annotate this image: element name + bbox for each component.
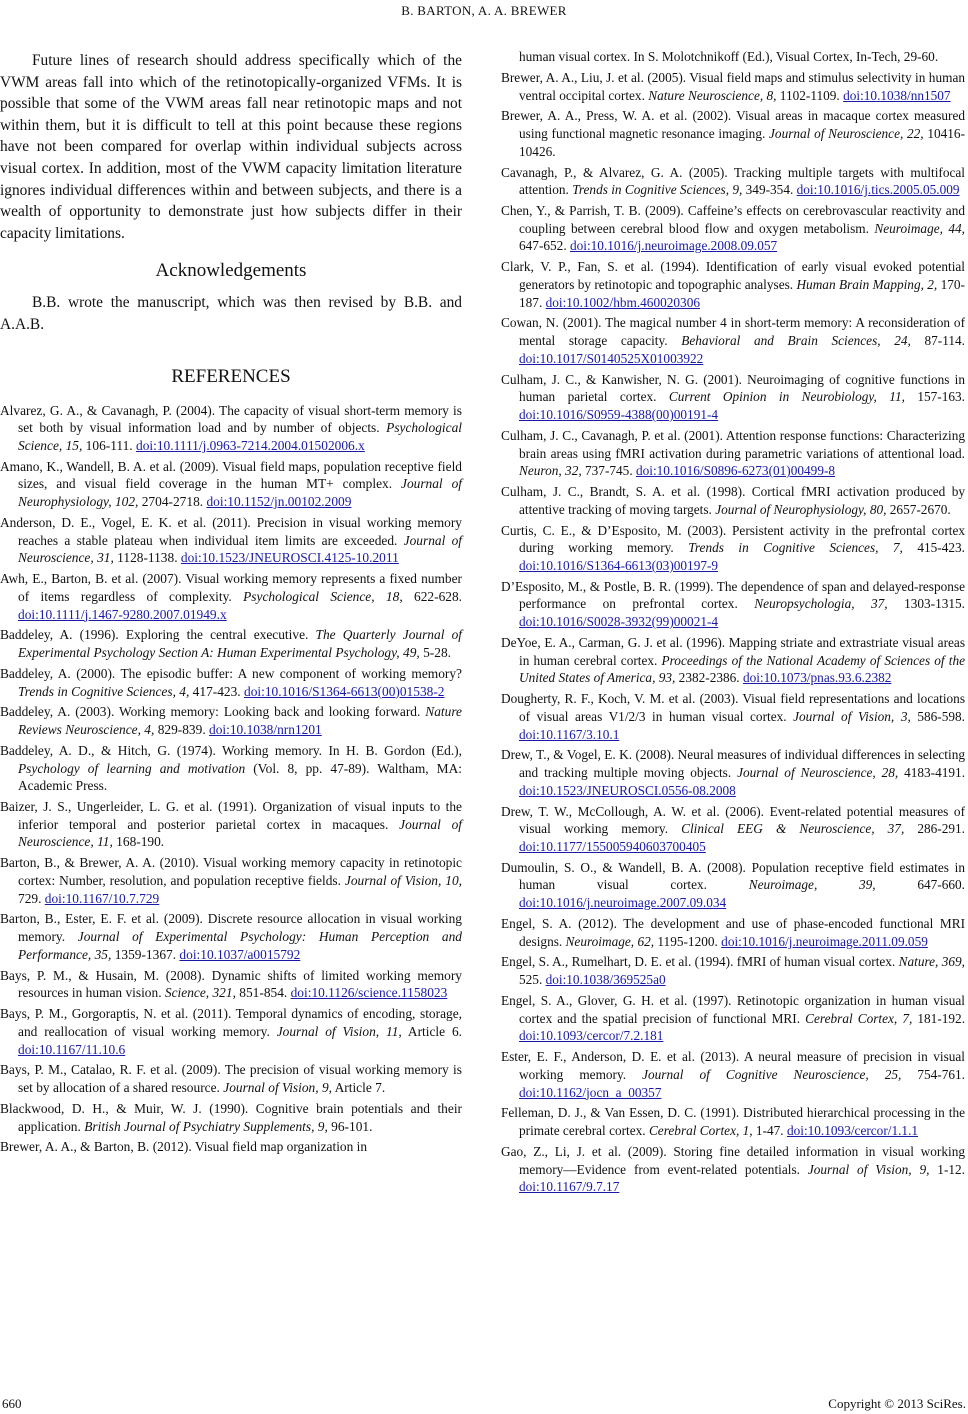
reference-pages: 181-192.: [912, 1010, 966, 1026]
reference-pages: 415-423.: [902, 540, 965, 556]
reference-journal: Cerebral Cortex, 1,: [648, 1123, 753, 1139]
reference-pages: Article 7.: [331, 1080, 386, 1096]
doi-link[interactable]: doi:10.1093/cercor/7.2.181: [519, 1028, 664, 1044]
doi-link[interactable]: doi:10.1523/JNEUROSCI.4125-10.2011: [180, 550, 399, 566]
reference-entry: [501, 578, 965, 631]
reference-journal: Journal of Vision, 9,: [223, 1080, 332, 1096]
reference-text: Alvarez, G. A., & Cavanagh, P. (2004). The capacity of visual short-term memory is set both by visual information load and by number of objects.: [0, 402, 462, 436]
reference-entry: [0, 967, 462, 1002]
reference-entry: [501, 202, 965, 255]
doi-link[interactable]: doi:10.1016/S1364-6613(00)01538-2: [244, 683, 445, 699]
reference-entry: [501, 634, 965, 687]
references-list-right: [501, 48, 965, 1196]
reference-pages: 754-761.: [901, 1066, 966, 1082]
reference-pages: 170-187.: [519, 276, 965, 310]
reference-entry: [501, 746, 965, 799]
reference-journal: Neuroimage, 39,: [748, 877, 876, 893]
reference-pages: 157-163.: [904, 389, 965, 405]
reference-journal: Cerebral Cortex, 7,: [805, 1010, 913, 1026]
reference-entry: [501, 314, 965, 367]
reference-text: Cavanagh, P., & Alvarez, G. A. (2005). Tracking multiple targets with multifocal attention.: [501, 164, 965, 198]
doi-link[interactable]: doi:10.1126/science.1158023: [290, 985, 448, 1001]
doi-link[interactable]: doi:10.1016/j.tics.2005.05.009: [796, 182, 960, 198]
doi-link[interactable]: doi:10.1162/jocn_a_00357: [519, 1084, 662, 1100]
reference-entry: [0, 742, 462, 795]
reference-journal: Human Brain Mapping, 2,: [796, 276, 938, 292]
reference-pages: 1303-1315.: [887, 596, 966, 612]
reference-journal: Journal of Neuroscience, 28,: [737, 765, 899, 781]
reference-entry: [501, 1104, 965, 1139]
reference-text: Dougherty, R. F., Koch, V. M. et al. (2003). Visual field representations and locations of visual areas V1/2/3 in human visual cortex.: [501, 691, 965, 724]
reference-pages: 647-652.: [519, 238, 570, 254]
acknowledgements-heading: Acknowledgements: [155, 260, 307, 282]
reference-journal: Neuroimage, 44,: [874, 220, 966, 236]
reference-text: Baddeley, A. (2000). The episodic buffer: A new component of working memory?: [0, 665, 462, 681]
reference-entry: [0, 458, 462, 511]
reference-text: Bays, P. M., Catalao, R. F. et al. (2009). The precision of visual working memory is set by allocation of a shared resource.: [0, 1062, 462, 1096]
reference-text: Curtis, C. E., & D’Esposito, M. (2003). Persistent activity in the prefrontal cortex during working memory.: [501, 522, 965, 556]
reference-journal: Psychology of learning and motivation: [18, 760, 246, 776]
reference-text: Baddeley, A. (1996). Exploring the central executive.: [0, 627, 316, 643]
acknowledgements-text: B.B. wrote the manuscript, which was then revised by B.B. and A.A.B.: [0, 294, 462, 333]
reference-entry: [0, 665, 462, 700]
reference-pages: 851-854.: [235, 985, 291, 1001]
reference-text: Brewer, A. A., Press, W. A. et al. (2002). Visual areas in macaque cortex measured using functional magnetic resonance imaging.: [501, 108, 965, 141]
reference-journal: British Journal of Psychiatry Supplements, 9,: [84, 1118, 328, 1134]
reference-text: Ester, E. F., Anderson, D. E. et al. (2013). A neural measure of precision in visual working memory.: [501, 1049, 965, 1082]
doi-link[interactable]: doi:10.1038/369525a0: [545, 972, 666, 988]
reference-entry: [501, 258, 965, 311]
reference-text: Baddeley, A. (2003). Working memory: Looking back and looking forward.: [0, 704, 426, 720]
doi-link[interactable]: doi:10.1167/9.7.17: [519, 1179, 620, 1195]
reference-entry: [501, 48, 965, 66]
reference-entry: [0, 1100, 462, 1135]
reference-text: Clark, V. P., Fan, S. et al. (1994). Identification of early visual evoked potential generators by retinotopic and topographic analyses.: [501, 259, 965, 292]
references-list-left: [0, 402, 462, 1157]
reference-entry: [501, 371, 965, 424]
reference-journal: Nature Neuroscience, 8,: [648, 87, 777, 103]
reference-entry: [501, 953, 965, 988]
doi-link[interactable]: doi:10.1038/nn1507: [843, 87, 951, 103]
reference-journal: Journal of Vision, 9,: [807, 1161, 930, 1177]
intro-paragraph: Future lines of research should address specifically which of the VWM areas fall into which of the retinotopically-organized VFMs. It is possible that some of the VWM areas fall near retinotopic maps and not within them, but it is difficult to tell at this point because these regions have not been compared for overlap within individual subjects across visual cortex. In addition, most of the VWM capacity limitation literature ignores individual differences within and between subjects, and there is a wealth of opportunity to demonstrate just how subjects differ in their capacity limitations.: [0, 52, 462, 242]
reference-pages: 2704-2718.: [138, 494, 207, 510]
reference-text: Chen, Y., & Parrish, T. B. (2009). Caffeine’s effects on cerebrovascular reactivity and coupling between cerebral blood flow and oxygen metabolism.: [501, 203, 965, 236]
reference-entry: [501, 69, 965, 104]
reference-text: Brewer, A. A., Liu, J. et al. (2005). Visual field maps and stimulus selectivity in human ventral occipital cortex.: [501, 69, 965, 103]
reference-journal: Journal of Vision, 3,: [793, 708, 911, 724]
reference-pages: 647-660.: [875, 877, 965, 893]
reference-text: Anderson, D. E., Vogel, E. K. et al. (2011). Precision in visual working memory reaches a stable plateau when individual item limits are exceeded.: [0, 514, 462, 548]
reference-pages: 525.: [519, 972, 546, 988]
reference-text: DeYoe, E. A., Carman, G. J. et al. (1996). Mapping striate and extrastriate visual areas in human cerebral cortex.: [501, 634, 965, 668]
reference-text: Bays, P. M., & Husain, M. (2008). Dynamic shifts of limited working memory resources in human vision.: [0, 967, 462, 1001]
reference-entry: [0, 1061, 462, 1096]
reference-journal: Psychological Science, 18,: [243, 588, 403, 604]
reference-entry: [0, 798, 462, 851]
doi-link[interactable]: doi:10.1073/pnas.93.6.2382: [742, 670, 892, 686]
reference-journal: Journal of Neuroscience, 11,: [18, 816, 462, 850]
reference-journal: Journal of Neuroscience, 31,: [18, 532, 462, 566]
reference-pages: 2657-2670.: [886, 501, 951, 517]
reference-pages: 622-628.: [402, 588, 463, 604]
reference-journal: Current Opinion in Neurobiology, 11,: [668, 389, 905, 405]
doi-link[interactable]: doi:10.1016/j.neuroimage.2008.09.057: [569, 238, 778, 254]
doi-link[interactable]: doi:10.1016/S0028-3932(99)00021-4: [519, 614, 719, 630]
reference-entry: [0, 703, 462, 738]
reference-pages: 349-354.: [742, 182, 797, 198]
reference-journal: Journal of Neuroscience, 22,: [769, 126, 924, 141]
reference-journal: Trends in Cognitive Sciences, 4,: [18, 683, 190, 699]
reference-text: Culham, J. C., Brandt, S. A. et al. (1998). Cortical fMRI activation produced by attentive tracking of moving targets.: [501, 484, 965, 517]
reference-entry: [0, 570, 462, 623]
reference-text: Engel, S. A. (2012). The development and use of phase-encoded functional MRI designs.: [501, 915, 965, 949]
reference-journal: Journal of Experimental Psychology: Human Perception and Performance, 35,: [18, 929, 462, 962]
reference-pages: 2382-2386.: [675, 670, 743, 686]
page-number: 660: [2, 1396, 22, 1411]
reference-entry: [501, 1143, 965, 1196]
references-heading: REFERENCES: [171, 365, 291, 387]
reference-journal: The Quarterly Journal of Experimental Psychology Section A: Human Experimental Psychology, 49,: [18, 627, 462, 661]
reference-text: Culham, J. C., Cavanagh, P. et al. (2001). Attention response functions: Characterizing brain areas using fMRI activation during parametric variations of attentional load.: [501, 427, 965, 461]
reference-journal: Nature, 369,: [898, 954, 965, 970]
doi-link[interactable]: doi:10.1017/S0140525X01003922: [519, 350, 704, 366]
reference-entry: [501, 803, 965, 856]
reference-journal: Journal of Cognitive Neuroscience, 25,: [642, 1066, 902, 1082]
reference-entry: [0, 910, 462, 963]
reference-pages: Article 6.: [401, 1023, 462, 1039]
doi-link[interactable]: doi:10.1111/j.1467-9280.2007.01949.x: [18, 606, 227, 622]
reference-pages: 829-839.: [154, 722, 210, 738]
reference-journal: Trends in Cognitive Sciences, 7,: [688, 540, 903, 556]
reference-journal: Journal of Vision, 11,: [276, 1023, 402, 1039]
reference-entry: [501, 427, 965, 480]
doi-link[interactable]: doi:10.1016/S0896-6273(01)00499-8: [635, 463, 836, 479]
reference-entry: [0, 514, 462, 567]
reference-pages: 1-12.: [929, 1161, 965, 1177]
reference-entry: [501, 164, 965, 199]
reference-pages: 737-745.: [581, 463, 636, 479]
doi-link[interactable]: doi:10.1093/cercor/1.1.1: [786, 1123, 919, 1139]
reference-text: Engel, S. A., Glover, G. H. et al. (1997). Retinotopic organization in human visual cortex and the spatial precision of functional MRI.: [501, 992, 965, 1026]
reference-journal: Science, 321,: [164, 985, 236, 1001]
reference-text: Drew, T. W., McCollough, A. W. et al. (2006). Event-related potential measures of visual working memory.: [501, 803, 965, 837]
doi-link[interactable]: doi:10.1016/j.neuroimage.2007.09.034: [519, 895, 727, 911]
reference-entry: [501, 522, 965, 575]
reference-pages: 417-423.: [189, 683, 245, 699]
reference-text: Drew, T., & Vogel, E. K. (2008). Neural measures of individual differences in selecting and tracking multiple moving objects.: [501, 747, 965, 781]
reference-text: Felleman, D. J., & Van Essen, D. C. (1991). Distributed hierarchical processing in the primate cerebral cortex.: [501, 1105, 965, 1139]
doi-link[interactable]: doi:10.1037/a0015792: [179, 946, 301, 962]
reference-journal: Neuron, 32,: [519, 463, 582, 479]
reference-journal: Journal of Neurophysiology, 80,: [715, 501, 887, 517]
reference-text: Barton, B., Ester, E. F. et al. (2009). Discrete resource allocation in visual working memory.: [0, 911, 462, 945]
reference-text: Amano, K., Wandell, B. A. et al. (2009). Visual field maps, population receptive field sizes, and visual field coverage in the human MT+ complex.: [0, 458, 462, 492]
reference-pages: 4183-4191.: [898, 765, 966, 781]
reference-journal: Psychological Science, 15,: [18, 420, 462, 453]
doi-link[interactable]: doi:10.1038/nrn1201: [209, 722, 322, 738]
reference-text: Baizer, J. S., Ungerleider, L. G. et al. (1991). Organization of visual inputs to the inferior temporal and posterior parietal cortex in macaques.: [0, 799, 462, 832]
reference-entry: [0, 402, 462, 455]
reference-entry: [0, 854, 462, 907]
reference-pages: 10416-10426.: [519, 126, 966, 159]
reference-pages: (Vol. 8, pp. 47-89). Waltham, MA: Academic Press.: [18, 760, 462, 794]
reference-text: Bays, P. M., Gorgoraptis, N. et al. (2011). Temporal dynamics of encoding, storage, and reallocation of visual working memory.: [0, 1006, 462, 1039]
reference-text: Blackwood, D. H., & Muir, W. J. (1990). Cognitive brain potentials and their application.: [0, 1100, 462, 1134]
reference-pages: 96-101.: [327, 1118, 373, 1134]
reference-entry: [0, 626, 462, 661]
reference-pages: 106-111.: [82, 437, 137, 453]
reference-journal: Clinical EEG & Neuroscience, 37,: [681, 821, 905, 837]
doi-link[interactable]: doi:10.1523/JNEUROSCI.0556-08.2008: [519, 782, 736, 798]
reference-text: Culham, J. C., & Kanwisher, N. G. (2001). Neuroimaging of cognitive functions in human parietal cortex.: [501, 371, 965, 405]
reference-journal: Behavioral and Brain Sciences, 24,: [681, 333, 911, 349]
reference-entry: [501, 1048, 965, 1101]
doi-link[interactable]: doi:10.1167/10.7.729: [44, 890, 160, 906]
reference-pages: 286-291.: [904, 821, 966, 837]
reference-pages: 1195-1200.: [654, 933, 722, 949]
copyright-notice: Copyright © 2013 SciRes.: [828, 1396, 966, 1411]
reference-entry: [501, 107, 965, 160]
reference-entry: [501, 483, 965, 518]
reference-text: D’Esposito, M., & Postle, B. R. (1999). The dependence of span and delayed-response performance on prefrontal cortex.: [501, 578, 965, 612]
reference-journal: Neuropsychologia, 37,: [754, 596, 888, 612]
doi-link[interactable]: doi:10.1016/j.neuroimage.2011.09.059: [721, 933, 928, 949]
right-column: [501, 48, 965, 1199]
reference-journal: Trends in Cognitive Sciences, 9,: [572, 182, 743, 198]
reference-text: Gao, Z., Li, J. et al. (2009). Storing fine detailed information in visual working memory—Evidence from event-related potentials.: [501, 1143, 965, 1177]
reference-text: Awh, E., Barton, B. et al. (2007). Visual working memory represents a fixed number of items regardless of complexity.: [0, 571, 462, 604]
reference-pages: 87-114.: [910, 333, 965, 349]
reference-entry: [501, 992, 965, 1045]
reference-journal: Neuroimage, 62,: [565, 933, 655, 949]
doi-link[interactable]: doi:10.1111/j.0963-7214.2004.01502006.x: [136, 437, 365, 453]
doi-link[interactable]: doi:10.1016/S0959-4388(00)00191-4: [519, 407, 719, 423]
left-column: [0, 50, 462, 1159]
reference-journal: Proceedings of the National Academy of Sciences of the United States of America, 93,: [519, 652, 966, 686]
reference-pages: 1359-1367.: [111, 946, 180, 962]
reference-entry: [501, 915, 965, 950]
reference-pages: 1102-1109.: [776, 87, 844, 103]
reference-entry: [0, 1005, 462, 1058]
reference-entry: [501, 859, 965, 912]
doi-link[interactable]: doi:10.1152/jn.00102.2009: [206, 494, 352, 510]
doi-link[interactable]: doi:10.1002/hbm.460020306: [545, 294, 700, 310]
doi-link[interactable]: doi:10.1167/11.10.6: [18, 1041, 126, 1057]
doi-link[interactable]: doi:10.1177/155005940603700405: [519, 838, 706, 854]
reference-pages: 586-598.: [910, 708, 965, 724]
reference-text: Dumoulin, S. O., & Wandell, B. A. (2008). Population receptive field estimates in human visual cortex.: [501, 859, 965, 893]
reference-pages: 168-190.: [112, 834, 165, 850]
reference-text: Engel, S. A., Rumelhart, D. E. et al. (1994). fMRI of human visual cortex.: [501, 954, 899, 970]
reference-text: human visual cortex. In S. Molotchnikoff (Ed.), Visual Cortex, In-Tech, 29-60.: [519, 49, 939, 64]
reference-pages: 1-47.: [752, 1123, 787, 1139]
doi-link[interactable]: doi:10.1167/3.10.1: [519, 726, 620, 742]
reference-text: Brewer, A. A., & Barton, B. (2012). Visual field map organization in: [0, 1139, 368, 1155]
reference-text: Cowan, N. (2001). The magical number 4 in short-term memory: A reconsideration of mental storage capacity.: [501, 315, 965, 349]
reference-pages: 729.: [18, 890, 45, 906]
reference-journal: Journal of Vision, 10,: [344, 872, 462, 888]
reference-journal: Nature Reviews Neuroscience, 4,: [18, 704, 462, 738]
doi-link[interactable]: doi:10.1016/S1364-6613(03)00197-9: [519, 557, 719, 573]
reference-journal: Journal of Neurophysiology, 102,: [18, 476, 462, 510]
reference-entry: [501, 690, 965, 743]
reference-entry: [0, 1138, 462, 1156]
reference-pages: 1128-1138.: [113, 550, 181, 566]
reference-pages: 5-28.: [419, 645, 451, 661]
reference-text: Barton, B., & Brewer, A. A. (2010). Visual working memory capacity in retinotopic cortex: Number, resolution, and population receptive fields.: [0, 855, 462, 888]
running-head: B. BARTON, A. A. BREWER: [401, 3, 567, 18]
reference-text: Baddeley, A. D., & Hitch, G. (1974). Working memory. In H. B. Gordon (Ed.),: [0, 742, 462, 758]
